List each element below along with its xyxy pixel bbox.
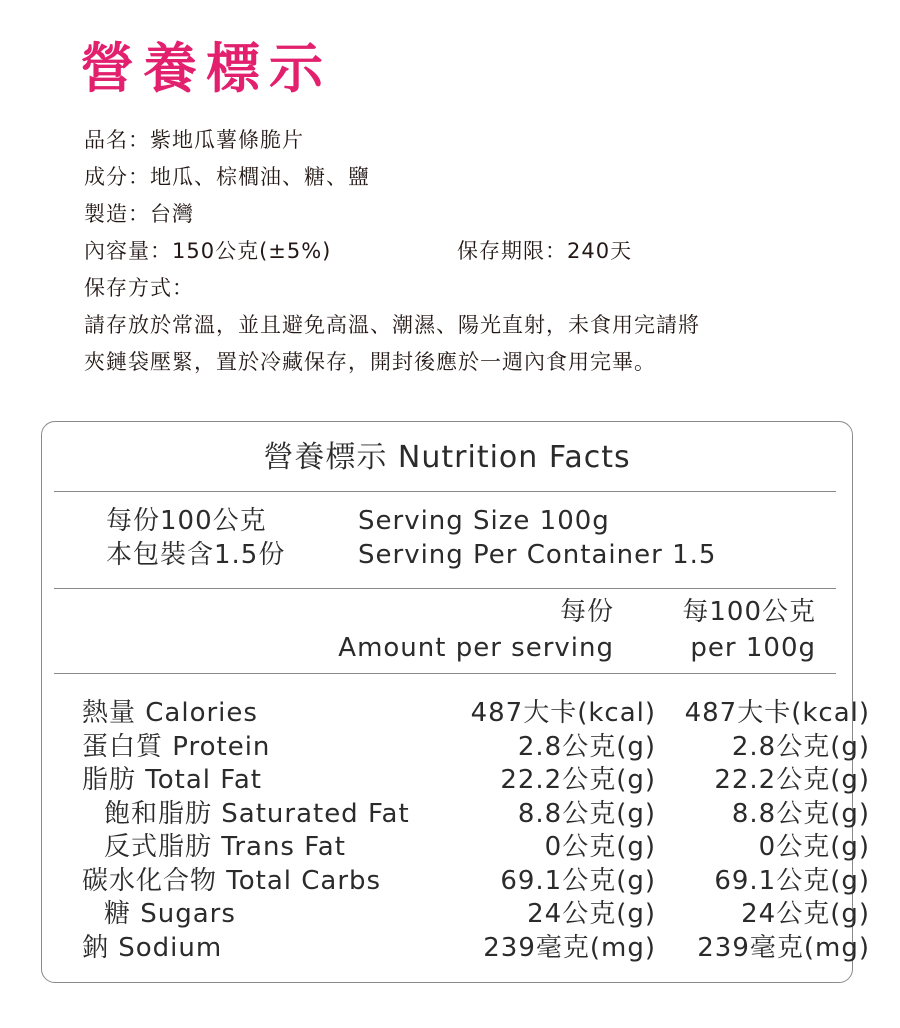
servings-per-container-en: Serving Per Container 1.5 xyxy=(358,540,717,570)
product-name: 品名：紫地瓜薯條脆片 xyxy=(84,128,304,152)
serving-info-zh xyxy=(106,504,285,572)
nutrient-value-per-serving: 487大卡(kcal) xyxy=(470,698,656,728)
nutrient-row-saturated-fat xyxy=(82,798,870,832)
nutrient-value-per-100g: 22.2公克(g) xyxy=(714,765,870,795)
nutrient-label: 鈉 Sodium xyxy=(82,932,223,963)
nutrient-label: 碳水化合物 Total Carbs xyxy=(82,865,382,896)
nutrient-value-per-100g: 69.1公克(g) xyxy=(714,865,870,896)
nutrient-label: 反式脂肪 Trans Fat xyxy=(104,832,346,862)
page-title: 營養標示 xyxy=(80,37,332,100)
nutrient-value-per-serving: 2.8公克(g) xyxy=(517,731,656,762)
nutrient-value-per-100g: 239毫克(mg) xyxy=(697,932,870,963)
nutrient-row-sodium xyxy=(82,932,870,966)
column-header-per-100g xyxy=(682,594,816,666)
nutrient-value-per-100g: 2.8公克(g) xyxy=(731,731,870,762)
nutrient-value-per-100g: 8.8公克(g) xyxy=(731,798,870,829)
nutrition-facts-panel xyxy=(41,421,870,983)
nutrient-row-calories xyxy=(82,697,870,731)
nutrient-value-per-100g: 24公克(g) xyxy=(741,899,870,929)
nutrient-row-total-carbs xyxy=(82,865,870,899)
nutrition-facts-title: 營養標示 Nutrition Facts xyxy=(263,440,631,475)
nutrient-row-total-fat xyxy=(82,764,870,798)
column-header-per-100g-en: per 100g xyxy=(690,633,816,663)
nutrient-label: 飽和脂肪 Saturated Fat xyxy=(104,798,410,829)
serving-size-zh: 每份100公克 xyxy=(106,506,267,536)
product-origin: 製造：台灣 xyxy=(84,202,194,226)
product-info xyxy=(84,122,864,381)
product-shelf-life: 保存期限：240天 xyxy=(457,239,633,263)
column-header-per-serving-zh: 每份 xyxy=(559,597,614,627)
nutrient-label: 熱量 Calories xyxy=(82,698,258,728)
column-header-per-serving-en: Amount per serving xyxy=(338,633,614,663)
servings-per-container-zh: 本包裝含1.5份 xyxy=(106,540,286,570)
product-net-weight: 內容量：150公克(±5%) xyxy=(84,239,332,263)
nutrient-row-protein xyxy=(82,731,870,765)
nutrient-value-per-serving: 239毫克(mg) xyxy=(483,932,656,963)
nutrient-label: 脂肪 Total Fat xyxy=(82,765,262,795)
nutrient-label: 蛋白質 Protein xyxy=(82,731,271,762)
divider xyxy=(54,491,836,492)
divider xyxy=(54,673,836,674)
nutrient-row-trans-fat xyxy=(82,831,870,865)
nutrient-value-per-serving: 0公克(g) xyxy=(544,832,656,862)
product-ingredients: 成分：地瓜、棕櫚油、糖、鹽 xyxy=(84,165,370,189)
nutrient-value-per-serving: 24公克(g) xyxy=(527,899,656,929)
nutrient-table xyxy=(82,697,870,965)
serving-info-en xyxy=(358,504,716,572)
divider xyxy=(54,588,836,589)
nutrient-value-per-100g: 487大卡(kcal) xyxy=(684,698,870,728)
nutrient-value-per-serving: 22.2公克(g) xyxy=(500,765,656,795)
nutrient-value-per-100g: 0公克(g) xyxy=(758,832,870,862)
storage-instructions-line-2: 夾鏈袋壓緊，置於冷藏保存，開封後應於一週內食用完畢。 xyxy=(84,350,656,374)
storage-instructions-line-1: 請存放於常溫，並且避免高溫、潮濕、陽光直射，未食用完請將 xyxy=(84,313,700,337)
column-header-per-100g-zh: 每100公克 xyxy=(682,597,816,627)
nutrient-value-per-serving: 8.8公克(g) xyxy=(517,798,656,829)
weight-shelf-life-row xyxy=(84,233,864,270)
nutrient-value-per-serving: 69.1公克(g) xyxy=(500,865,656,896)
serving-size-en: Serving Size 100g xyxy=(358,506,610,536)
column-header-per-serving xyxy=(338,594,614,666)
nutrient-row-sugars xyxy=(82,898,870,932)
nutrient-label: 糖 Sugars xyxy=(104,899,236,929)
storage-title: 保存方式： xyxy=(84,276,194,300)
